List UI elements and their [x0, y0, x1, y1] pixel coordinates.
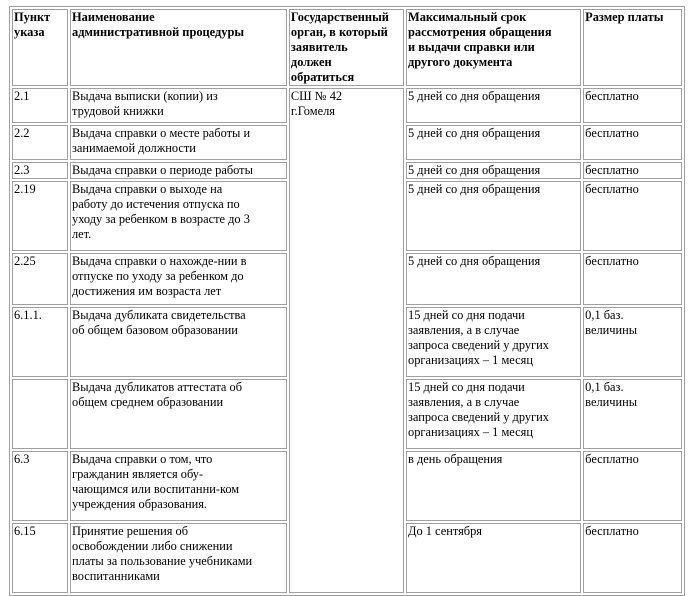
procedures-table [9, 6, 685, 596]
item-cell [12, 307, 68, 377]
table-row [12, 88, 682, 123]
term-text: 15 дней со дня подачи заявления, а в случае запроса сведений у других организациях – 1 месяц [408, 308, 549, 367]
term-text: 5 дней со дня обращения [408, 182, 541, 196]
fee-cell [583, 125, 682, 160]
fee-cell [583, 379, 682, 449]
procedure-name-text: Выдача справки о том, что гражданин является обу- чающимся или воспитанни-ком учреждения образования. [72, 452, 240, 511]
procedure-name-text: Выдача дубликата свидетельства об общем базовом образовании [72, 308, 246, 337]
procedure-name-text: Выдача справки о нахожде-нии в отпуске по уходу за ребенком до достижения им возраста лет [72, 254, 247, 298]
fee-cell [583, 253, 682, 305]
fee-cell [583, 451, 682, 521]
term-cell [406, 125, 581, 160]
header-term-text: Максимальный срок рассмотрения обращения и выдачи справки или другого документа [408, 10, 552, 69]
term-cell [406, 451, 581, 521]
item-text: 6.15 [14, 524, 36, 538]
fee-text: бесплатно [585, 89, 639, 103]
procedure-name-text: Принятие решения об освобождении либо снижении платы за пользование учебниками воспитанниками [72, 524, 253, 583]
term-text: 5 дней со дня обращения [408, 163, 541, 177]
item-cell [12, 88, 68, 123]
term-text: 15 дней со дня подачи заявления, а в случае запроса сведений у других организациях – 1 месяц [408, 380, 549, 439]
item-text: 2.2 [14, 126, 30, 140]
header-row [12, 9, 682, 86]
header-term [406, 9, 581, 86]
item-cell [12, 451, 68, 521]
procedure-name-cell [70, 379, 287, 449]
term-text: 5 дней со дня обращения [408, 254, 541, 268]
fee-text: бесплатно [585, 163, 639, 177]
item-cell [12, 523, 68, 593]
fee-cell [583, 523, 682, 593]
fee-cell [583, 181, 682, 251]
fee-text: 0,1 баз. величины [585, 380, 638, 409]
term-text: 5 дней со дня обращения [408, 126, 541, 140]
item-text: 2.19 [14, 182, 36, 196]
item-cell [12, 181, 68, 251]
term-text: в день обращения [408, 452, 503, 466]
term-cell [406, 162, 581, 179]
item-text: 2.3 [14, 163, 30, 177]
procedure-name-text: Выдача выписки (копии) из трудовой книжки [72, 89, 218, 118]
header-org-text: Государственный орган, в который заявитель должен обратиться [290, 10, 389, 84]
fee-text: бесплатно [585, 452, 639, 466]
header-fee [583, 9, 682, 86]
procedure-name-text: Выдача дубликатов аттестата об общем среднем образовании [72, 380, 243, 409]
organization-cell [289, 88, 404, 593]
item-cell [12, 379, 68, 449]
term-cell [406, 523, 581, 593]
item-text: 2.1 [14, 89, 30, 103]
procedure-name-cell [70, 523, 287, 593]
fee-text: 0,1 баз. величины [585, 308, 638, 337]
organization-text: СШ № 42 г.Гомеля [290, 89, 343, 118]
document [9, 6, 685, 596]
procedure-name-text: Выдача справки о выходе на работу до истечения отпуска по уходу за ребенком в возрасте до 3 лет. [72, 182, 250, 241]
fee-text: бесплатно [585, 254, 639, 268]
procedure-name-cell [70, 88, 287, 123]
header-fee-text: Размер платы [585, 10, 664, 24]
item-text: 6.1.1. [14, 308, 42, 322]
header-name [70, 9, 287, 86]
fee-text: бесплатно [585, 182, 639, 196]
item-cell [12, 125, 68, 160]
header-item [12, 9, 68, 86]
procedure-name-cell [70, 181, 287, 251]
header-item-text: Пункт указа [14, 10, 51, 39]
fee-cell [583, 162, 682, 179]
fee-cell [583, 307, 682, 377]
item-text: 2.25 [14, 254, 36, 268]
fee-text: бесплатно [585, 524, 639, 538]
term-text: До 1 сентября [408, 524, 482, 538]
term-cell [406, 253, 581, 305]
table-body [12, 88, 682, 593]
table-header [12, 9, 682, 86]
item-text: 6.3 [14, 452, 30, 466]
procedure-name-text: Выдача справки о периоде работы [72, 163, 253, 177]
term-cell [406, 307, 581, 377]
item-cell [12, 253, 68, 305]
procedure-name-cell [70, 253, 287, 305]
item-cell [12, 162, 68, 179]
procedure-name-cell [70, 451, 287, 521]
procedure-name-cell [70, 125, 287, 160]
procedure-name-cell [70, 307, 287, 377]
term-text: 5 дней со дня обращения [408, 89, 541, 103]
fee-text: бесплатно [585, 126, 639, 140]
header-name-text: Наименование административной процедуры [72, 10, 245, 39]
header-org [289, 9, 404, 86]
fee-cell [583, 88, 682, 123]
procedure-name-cell [70, 162, 287, 179]
procedure-name-text: Выдача справки о месте работы и занимаемой должности [72, 126, 251, 155]
term-cell [406, 181, 581, 251]
term-cell [406, 88, 581, 123]
term-cell [406, 379, 581, 449]
